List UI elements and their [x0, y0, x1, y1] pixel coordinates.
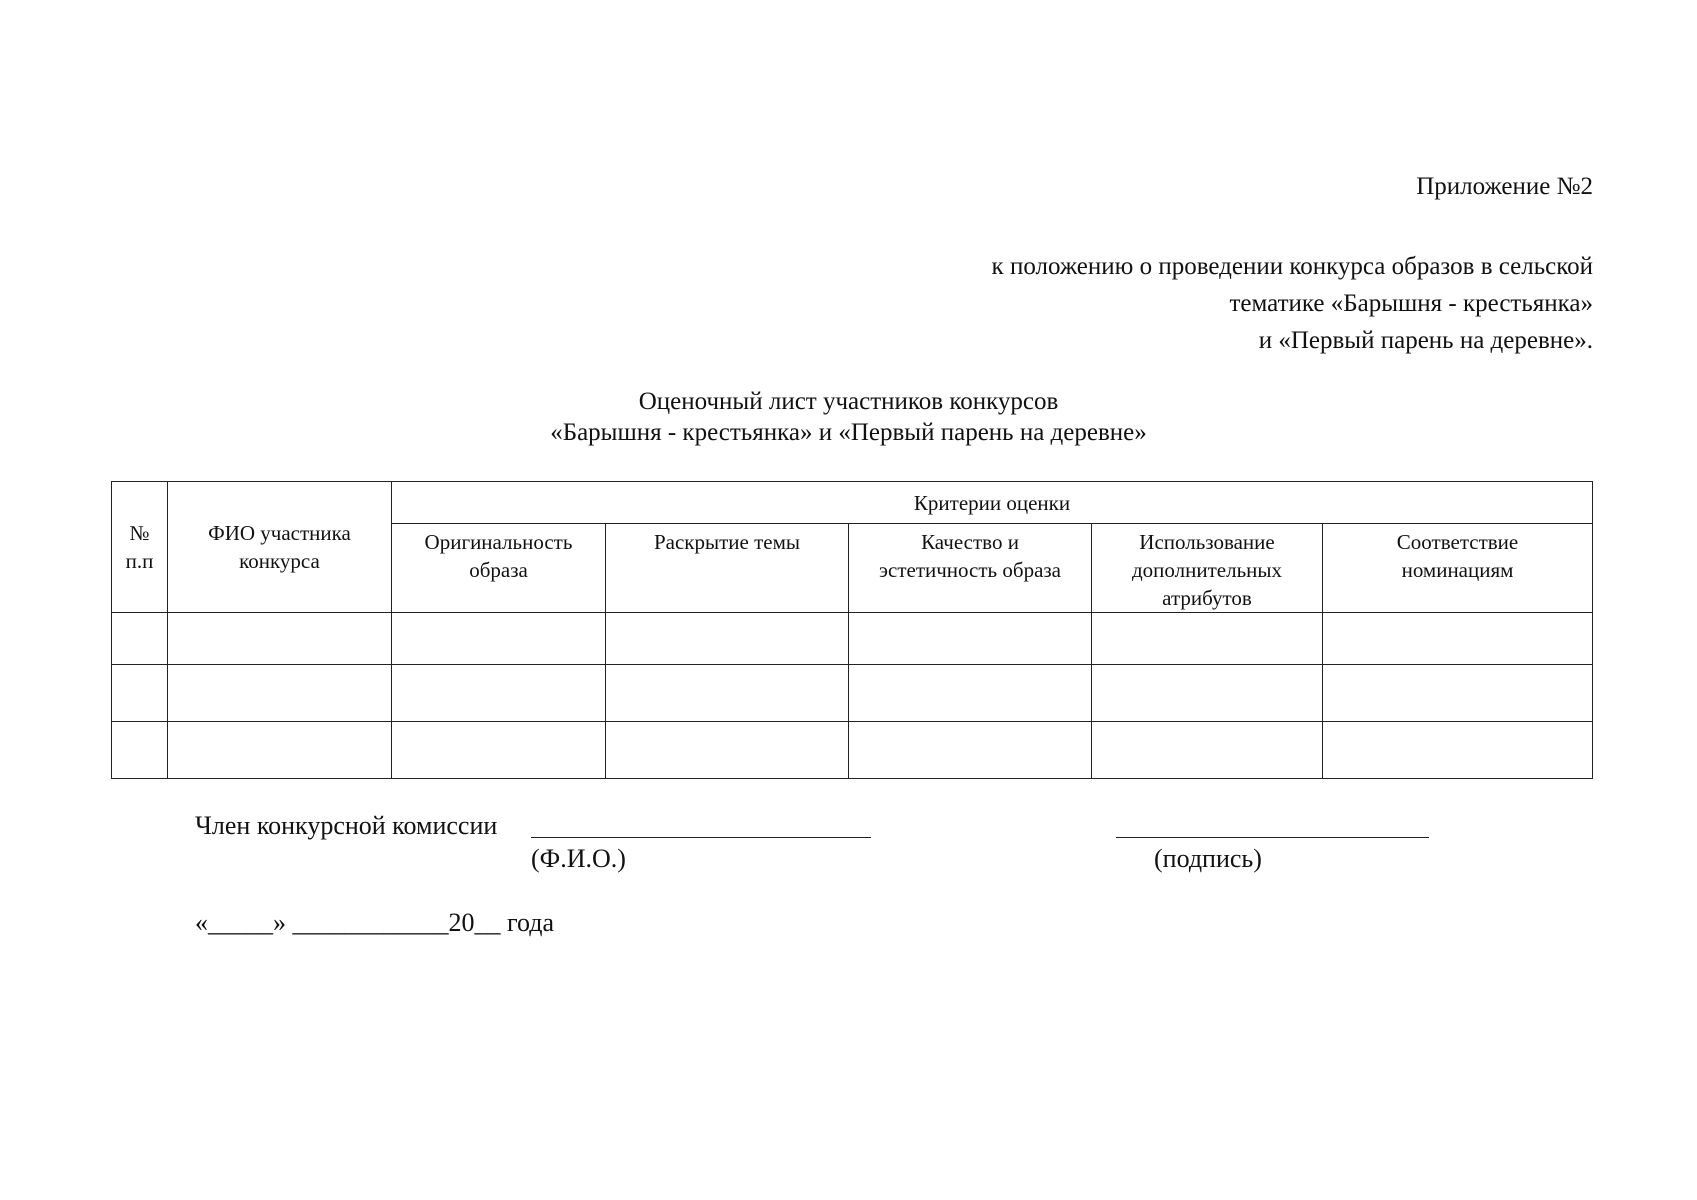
header-text: Оригинальность — [424, 530, 573, 554]
document-title — [0, 386, 1697, 448]
table-cell — [112, 722, 168, 779]
column-header-number — [112, 482, 168, 613]
annex-reference-line: тематике «Барышня - крестьянка» — [1229, 290, 1593, 317]
fio-blank-line — [531, 837, 871, 838]
annex-number: Приложение №2 — [1416, 173, 1593, 200]
table-cell — [392, 613, 606, 665]
table-cell — [606, 613, 849, 665]
header-text: образа — [469, 558, 528, 582]
table-row — [112, 665, 1593, 722]
score-table — [111, 481, 1593, 779]
header-text: Использование — [1139, 530, 1275, 554]
header-text: эстетичность образа — [878, 558, 1062, 582]
fio-caption: (Ф.И.О.) — [531, 844, 626, 873]
table-cell — [392, 665, 606, 722]
signature-blank-line — [1116, 837, 1429, 838]
table-cell — [112, 613, 168, 665]
document-title-line: «Барышня - крестьянка» и «Первый парень на деревне» — [550, 419, 1147, 446]
signature-caption: (подпись) — [1154, 844, 1262, 873]
criteria-header: Критерии оценки — [392, 482, 1593, 524]
annex-reference — [992, 248, 1593, 359]
table-cell — [849, 613, 1092, 665]
header-text: № — [129, 521, 150, 545]
table-cell — [1323, 665, 1593, 722]
table-cell — [849, 665, 1092, 722]
header-text: Качество и — [921, 530, 1019, 554]
annex-reference-line: и «Первый парень на деревне». — [1258, 327, 1593, 354]
criterion-nomination — [1323, 524, 1593, 613]
table-cell — [1092, 722, 1323, 779]
table-cell — [606, 665, 849, 722]
criterion-quality — [849, 524, 1092, 613]
commission-member-label: Член конкурсной комиссии — [195, 811, 498, 840]
header-text: конкурса — [239, 549, 320, 573]
header-text: атрибутов — [1162, 586, 1252, 610]
table-cell — [606, 722, 849, 779]
header-text: ФИО участника — [208, 521, 351, 545]
annex-reference-line: к положению о проведении конкурса образов в сельской — [991, 253, 1593, 280]
table-cell — [1323, 613, 1593, 665]
table-cell — [1092, 665, 1323, 722]
table-cell — [168, 613, 392, 665]
table-cell — [112, 665, 168, 722]
header-text: п.п — [125, 549, 154, 573]
table-header-row — [112, 482, 1593, 524]
header-text: номинациям — [1401, 558, 1514, 582]
criterion-theme — [606, 524, 849, 613]
column-header-name — [168, 482, 392, 613]
table-cell — [849, 722, 1092, 779]
table-cell — [1323, 722, 1593, 779]
table-cell — [392, 722, 606, 779]
table-cell — [1092, 613, 1323, 665]
header-text: дополнительных — [1131, 558, 1282, 582]
table-cell — [168, 722, 392, 779]
header-text: Соответствие — [1396, 530, 1519, 554]
criterion-attributes — [1092, 524, 1323, 613]
header-text: Раскрытие темы — [653, 530, 800, 554]
table-row — [112, 722, 1593, 779]
document-title-line: Оценочный лист участников конкурсов — [638, 388, 1059, 415]
table-cell — [168, 665, 392, 722]
table-row — [112, 613, 1593, 665]
criterion-originality — [392, 524, 606, 613]
date-line: «_____» ____________20__ года — [195, 908, 555, 937]
